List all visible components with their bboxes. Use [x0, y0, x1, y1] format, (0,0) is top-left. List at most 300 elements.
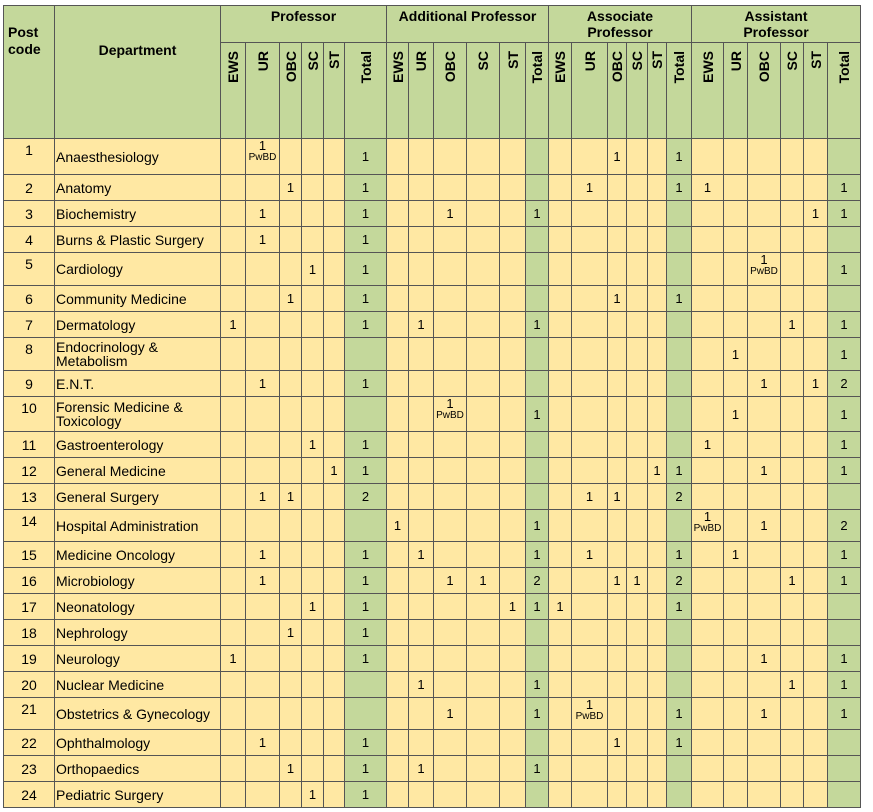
total-cell: 1 [828, 458, 861, 484]
total-cell: 1 [828, 542, 861, 568]
count-cell [572, 253, 608, 286]
count-cell [280, 338, 302, 371]
count-cell: 1 [221, 312, 246, 338]
count-cell [467, 338, 500, 371]
count-cell [781, 542, 804, 568]
count-cell [748, 542, 781, 568]
count-cell [221, 338, 246, 371]
count-cell [804, 782, 828, 808]
count-cell [280, 397, 302, 432]
count-cell [387, 253, 409, 286]
count-cell [781, 371, 804, 397]
count-cell [572, 730, 608, 756]
table-row [4, 620, 861, 646]
count-cell [627, 756, 648, 782]
post-code-cell: 24 [4, 782, 55, 808]
count-cell [549, 312, 572, 338]
count-cell [500, 139, 526, 175]
count-cell [648, 782, 667, 808]
count-cell [627, 371, 648, 397]
count-cell [781, 594, 804, 620]
count-cell [692, 484, 724, 510]
subheader-total: Total [345, 43, 387, 139]
post-code-cell: 4 [4, 227, 55, 253]
total-cell [828, 594, 861, 620]
count-cell [549, 646, 572, 672]
department-header: Department [55, 6, 221, 139]
table-row [4, 484, 861, 510]
count-cell [387, 286, 409, 312]
count-cell [608, 397, 627, 432]
count-cell [627, 312, 648, 338]
total-cell: 1 [526, 756, 549, 782]
count-cell [549, 432, 572, 458]
table-row [4, 227, 861, 253]
count-cell [500, 698, 526, 730]
total-cell [667, 371, 692, 397]
count-cell [246, 338, 280, 371]
count-cell [804, 175, 828, 201]
count-cell [221, 698, 246, 730]
count-cell [724, 782, 748, 808]
subheader-ur: UR [572, 43, 608, 139]
subheader-ews: EWS [692, 43, 724, 139]
count-cell: 1 [781, 568, 804, 594]
count-cell [781, 484, 804, 510]
post-code-cell: 7 [4, 312, 55, 338]
count-cell [549, 730, 572, 756]
count-cell [302, 756, 324, 782]
count-cell [500, 175, 526, 201]
count-cell [324, 312, 345, 338]
total-cell: 2 [526, 568, 549, 594]
count-cell: 1 [692, 432, 724, 458]
count-cell [324, 594, 345, 620]
count-cell [748, 201, 781, 227]
count-cell [500, 201, 526, 227]
count-cell [692, 782, 724, 808]
post-code-cell: 17 [4, 594, 55, 620]
count-cell [500, 397, 526, 432]
count-cell [324, 510, 345, 542]
count-cell [781, 646, 804, 672]
count-cell [467, 484, 500, 510]
subheader-ews: EWS [549, 43, 572, 139]
count-cell [781, 338, 804, 371]
count-cell [387, 730, 409, 756]
count-cell [409, 253, 434, 286]
subheader-sc: SC [302, 43, 324, 139]
count-cell [280, 594, 302, 620]
count-cell [409, 286, 434, 312]
count-cell [692, 672, 724, 698]
count-cell [409, 227, 434, 253]
total-cell: 1 [345, 432, 387, 458]
count-cell [724, 698, 748, 730]
count-cell: 1 [724, 397, 748, 432]
table-row [4, 672, 861, 698]
count-cell [549, 201, 572, 227]
total-cell: 1 [345, 227, 387, 253]
count-cell [409, 698, 434, 730]
count-cell [387, 620, 409, 646]
count-cell [434, 542, 467, 568]
count-cell [221, 568, 246, 594]
count-cell: 1 [724, 542, 748, 568]
count-cell [781, 620, 804, 646]
post-code-cell: 1 [4, 139, 55, 175]
total-cell [828, 139, 861, 175]
total-cell: 1 [828, 397, 861, 432]
count-cell [467, 510, 500, 542]
count-cell [692, 201, 724, 227]
subheader-ur: UR [724, 43, 748, 139]
count-cell [409, 646, 434, 672]
count-cell [387, 568, 409, 594]
count-cell [324, 253, 345, 286]
table-row [4, 594, 861, 620]
total-cell [667, 227, 692, 253]
group-header-additional-professor: Additional Professor [387, 6, 549, 43]
count-cell [324, 646, 345, 672]
count-cell [804, 458, 828, 484]
count-cell [302, 542, 324, 568]
count-cell [804, 139, 828, 175]
count-cell: 1 [748, 698, 781, 730]
total-cell [667, 253, 692, 286]
count-cell [781, 698, 804, 730]
count-cell [608, 338, 627, 371]
count-cell [221, 286, 246, 312]
total-cell: 1 [828, 175, 861, 201]
count-cell [549, 286, 572, 312]
count-cell [467, 782, 500, 808]
count-cell [467, 286, 500, 312]
total-cell [526, 253, 549, 286]
department-cell: Gastroenterology [55, 432, 221, 458]
count-cell [302, 338, 324, 371]
count-cell [324, 397, 345, 432]
total-cell [526, 646, 549, 672]
total-cell: 1 [828, 312, 861, 338]
count-cell: 1 [627, 568, 648, 594]
count-cell: 1 [781, 672, 804, 698]
count-cell [324, 756, 345, 782]
table-row [4, 371, 861, 397]
subheader-st: ST [648, 43, 667, 139]
count-cell [627, 698, 648, 730]
subheader-sc: SC [467, 43, 500, 139]
count-cell [434, 432, 467, 458]
count-cell: 1 PwBD [434, 397, 467, 432]
count-cell [627, 432, 648, 458]
count-cell [324, 620, 345, 646]
table-body [4, 139, 861, 808]
count-cell [692, 568, 724, 594]
department-cell: Pediatric Surgery [55, 782, 221, 808]
total-cell: 1 [345, 756, 387, 782]
count-cell [804, 510, 828, 542]
total-cell [526, 175, 549, 201]
count-cell [221, 672, 246, 698]
count-cell [692, 646, 724, 672]
count-cell [804, 338, 828, 371]
post-code-cell: 12 [4, 458, 55, 484]
subheader-st: ST [804, 43, 828, 139]
count-cell [280, 542, 302, 568]
count-cell [648, 175, 667, 201]
count-cell [221, 175, 246, 201]
count-cell [434, 730, 467, 756]
post-code-cell: 22 [4, 730, 55, 756]
count-cell [804, 698, 828, 730]
count-cell: 1 [280, 620, 302, 646]
count-cell: 1 [246, 568, 280, 594]
table-row [4, 568, 861, 594]
count-cell [221, 782, 246, 808]
count-cell [781, 397, 804, 432]
count-cell: 1 [434, 201, 467, 227]
post-code-cell: 8 [4, 338, 55, 371]
count-cell [608, 620, 627, 646]
count-cell [467, 201, 500, 227]
department-cell: Anaesthesiology [55, 139, 221, 175]
subheader-ews: EWS [221, 43, 246, 139]
department-cell: Neurology [55, 646, 221, 672]
count-cell [724, 253, 748, 286]
count-cell [221, 227, 246, 253]
total-cell: 1 [667, 175, 692, 201]
table-row [4, 201, 861, 227]
total-cell: 1 [667, 542, 692, 568]
total-cell: 1 [526, 201, 549, 227]
count-cell [608, 227, 627, 253]
total-cell [526, 620, 549, 646]
count-cell [409, 201, 434, 227]
count-cell [324, 227, 345, 253]
count-cell [246, 253, 280, 286]
count-cell [648, 646, 667, 672]
count-cell [467, 672, 500, 698]
total-cell [526, 227, 549, 253]
count-cell: 1 [804, 371, 828, 397]
count-cell [781, 432, 804, 458]
count-cell: 1 [409, 672, 434, 698]
subheader-total: Total [667, 43, 692, 139]
count-cell [302, 397, 324, 432]
count-cell [781, 175, 804, 201]
count-cell [724, 672, 748, 698]
total-cell [526, 484, 549, 510]
count-cell [221, 432, 246, 458]
count-cell [434, 756, 467, 782]
table-row [4, 253, 861, 286]
count-cell [324, 432, 345, 458]
total-cell [345, 338, 387, 371]
count-cell [608, 371, 627, 397]
count-cell [467, 253, 500, 286]
count-cell [627, 484, 648, 510]
count-cell [572, 432, 608, 458]
count-cell [467, 312, 500, 338]
count-cell [804, 286, 828, 312]
total-cell: 1 [345, 620, 387, 646]
table-row [4, 782, 861, 808]
count-cell [467, 458, 500, 484]
count-cell [804, 432, 828, 458]
count-cell [572, 672, 608, 698]
total-cell: 1 [828, 672, 861, 698]
count-cell [804, 672, 828, 698]
total-cell [667, 432, 692, 458]
total-cell: 1 [345, 371, 387, 397]
count-cell [804, 253, 828, 286]
count-cell [627, 201, 648, 227]
total-cell [667, 756, 692, 782]
count-cell [549, 227, 572, 253]
total-cell: 2 [667, 484, 692, 510]
count-cell [221, 594, 246, 620]
total-cell: 2 [828, 371, 861, 397]
department-cell: Cardiology [55, 253, 221, 286]
count-cell [724, 175, 748, 201]
count-cell [302, 312, 324, 338]
total-cell: 1 [828, 201, 861, 227]
count-cell [246, 782, 280, 808]
total-cell [526, 782, 549, 808]
count-cell [648, 312, 667, 338]
count-cell [648, 568, 667, 594]
count-cell [748, 397, 781, 432]
total-cell: 1 [345, 646, 387, 672]
count-cell [246, 594, 280, 620]
count-cell [302, 568, 324, 594]
table-row [4, 458, 861, 484]
count-cell [781, 730, 804, 756]
department-cell: Forensic Medicine & Toxicology [55, 397, 221, 432]
count-cell [500, 568, 526, 594]
count-cell [608, 594, 627, 620]
count-cell [572, 139, 608, 175]
count-cell [692, 698, 724, 730]
total-cell: 1 [345, 312, 387, 338]
count-cell [748, 139, 781, 175]
count-cell [549, 338, 572, 371]
count-cell [387, 756, 409, 782]
count-cell: 1 [608, 730, 627, 756]
table-row [4, 312, 861, 338]
count-cell [627, 286, 648, 312]
subheader-total: Total [828, 43, 861, 139]
department-cell: Community Medicine [55, 286, 221, 312]
count-cell [280, 672, 302, 698]
count-cell [324, 139, 345, 175]
table-row [4, 698, 861, 730]
count-cell [500, 782, 526, 808]
count-cell [246, 672, 280, 698]
count-cell [748, 730, 781, 756]
count-cell [781, 253, 804, 286]
count-cell [549, 397, 572, 432]
count-cell [627, 542, 648, 568]
count-cell [500, 620, 526, 646]
count-cell [324, 371, 345, 397]
count-cell [781, 227, 804, 253]
count-cell [500, 458, 526, 484]
count-cell [608, 432, 627, 458]
count-cell [572, 338, 608, 371]
total-cell [667, 397, 692, 432]
total-cell: 2 [667, 568, 692, 594]
count-cell [387, 201, 409, 227]
total-cell: 1 [345, 139, 387, 175]
table-row [4, 730, 861, 756]
count-cell: 1 [434, 568, 467, 594]
count-cell [434, 338, 467, 371]
count-cell [804, 620, 828, 646]
total-cell: 1 [526, 312, 549, 338]
total-cell [828, 782, 861, 808]
count-cell [302, 458, 324, 484]
post-code-cell: 20 [4, 672, 55, 698]
count-cell [648, 227, 667, 253]
count-cell: 1 [692, 175, 724, 201]
count-cell: 1 [648, 458, 667, 484]
department-cell: Neonatology [55, 594, 221, 620]
count-cell [409, 782, 434, 808]
count-cell [221, 620, 246, 646]
count-cell [467, 620, 500, 646]
count-cell [781, 286, 804, 312]
department-cell: Dermatology [55, 312, 221, 338]
table-row [4, 756, 861, 782]
count-cell [302, 646, 324, 672]
subheader-sc: SC [627, 43, 648, 139]
count-cell [724, 227, 748, 253]
post-code-cell: 11 [4, 432, 55, 458]
count-cell [804, 542, 828, 568]
total-cell [526, 139, 549, 175]
count-cell [724, 730, 748, 756]
count-cell: 1 PwBD [748, 253, 781, 286]
count-cell [648, 338, 667, 371]
subheader-st: ST [324, 43, 345, 139]
count-cell [302, 139, 324, 175]
count-cell [549, 568, 572, 594]
count-cell [572, 782, 608, 808]
table-header [4, 6, 861, 139]
count-cell [648, 672, 667, 698]
department-cell: Hospital Administration [55, 510, 221, 542]
total-cell [345, 672, 387, 698]
count-cell [409, 432, 434, 458]
total-cell: 1 [667, 594, 692, 620]
count-cell [409, 620, 434, 646]
count-cell [748, 782, 781, 808]
count-cell [434, 227, 467, 253]
count-cell [280, 432, 302, 458]
count-cell [748, 432, 781, 458]
total-cell: 1 [828, 253, 861, 286]
count-cell [648, 371, 667, 397]
count-cell [692, 286, 724, 312]
vacancy-table [3, 5, 861, 808]
count-cell [608, 782, 627, 808]
count-cell [627, 175, 648, 201]
count-cell: 1 [549, 594, 572, 620]
post-code-cell: 3 [4, 201, 55, 227]
count-cell [409, 510, 434, 542]
